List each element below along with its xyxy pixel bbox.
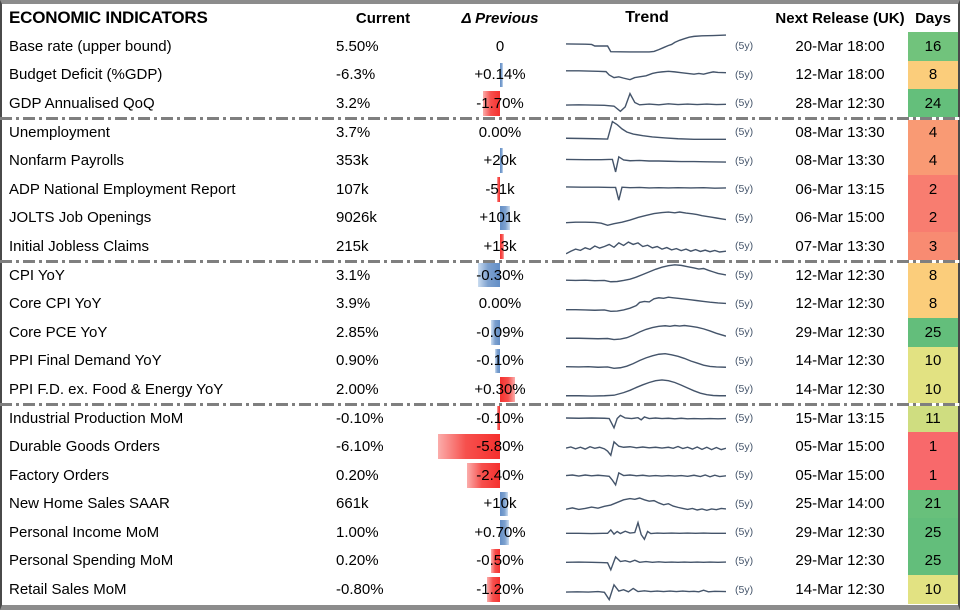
trend-sparkline-icon	[566, 405, 726, 431]
trend-cell[interactable]	[562, 490, 732, 519]
trend-sparkline-icon	[566, 491, 726, 517]
current-value-cell[interactable]: 107k	[336, 180, 369, 198]
trend-sparkline-icon	[566, 262, 726, 288]
delta-value: -0.09%	[476, 323, 524, 341]
delta-value: +10k	[483, 495, 517, 513]
trend-cell[interactable]	[562, 146, 732, 175]
current-value-cell[interactable]: 0.90%	[336, 352, 379, 370]
trend-sparkline-icon	[566, 148, 726, 174]
trend-period-label: (5y)	[735, 211, 754, 224]
delta-previous-cell[interactable]	[438, 61, 562, 90]
delta-value: 0.00%	[478, 295, 522, 313]
days-cell[interactable]: 1	[908, 432, 958, 461]
trend-cell[interactable]	[562, 261, 732, 290]
header-spacer	[732, 4, 772, 32]
delta-previous-cell[interactable]	[438, 289, 562, 318]
days-cell[interactable]: 16	[908, 32, 958, 61]
current-value-cell[interactable]: 0.20%	[336, 466, 379, 484]
delta-previous-cell[interactable]	[438, 518, 562, 547]
days-cell[interactable]: 10	[908, 375, 958, 404]
indicator-name-cell[interactable]: Industrial Production MoM	[9, 409, 184, 427]
trend-cell[interactable]	[562, 89, 732, 118]
indicator-name-cell[interactable]: Factory Orders	[9, 466, 110, 484]
trend-period-label: (5y)	[735, 40, 754, 53]
indicator-name-cell[interactable]: Nonfarm Payrolls	[9, 152, 125, 170]
trend-cell[interactable]	[562, 432, 732, 461]
trend-period-label: (5y)	[735, 97, 754, 110]
indicator-row	[2, 375, 958, 404]
next-release-cell[interactable]: 15-Mar 13:15	[795, 409, 885, 427]
delta-previous-cell[interactable]	[438, 404, 562, 433]
trend-period-label: (5y)	[735, 497, 754, 510]
trend-sparkline-icon	[566, 291, 726, 317]
trend-period-label: (5y)	[735, 297, 754, 310]
delta-previous-cell[interactable]	[438, 32, 562, 61]
days-cell[interactable]: 10	[908, 347, 958, 376]
trend-period-label: (5y)	[735, 269, 754, 282]
days-cell[interactable]: 25	[908, 318, 958, 347]
delta-value: +0.30%	[474, 380, 526, 398]
trend-cell[interactable]	[562, 61, 732, 90]
delta-previous-cell[interactable]	[438, 490, 562, 519]
indicator-name-cell[interactable]: Retail Sales MoM	[9, 581, 127, 599]
indicator-row	[2, 547, 958, 576]
trend-cell[interactable]	[562, 518, 732, 547]
indicator-row	[2, 175, 958, 204]
next-release-cell[interactable]: 14-Mar 12:30	[795, 380, 885, 398]
trend-cell[interactable]	[562, 118, 732, 147]
delta-value: +0.14%	[474, 66, 526, 84]
next-release-cell[interactable]: 05-Mar 15:00	[795, 438, 885, 456]
delta-previous-cell[interactable]	[438, 89, 562, 118]
indicator-name-cell[interactable]: Core CPI YoY	[9, 295, 102, 313]
indicator-row	[2, 518, 958, 547]
indicator-name-cell[interactable]: Personal Spending MoM	[9, 552, 174, 570]
indicator-row	[2, 318, 958, 347]
trend-sparkline-icon	[566, 348, 726, 374]
indicator-row	[2, 118, 958, 147]
delta-value: +0.70%	[474, 523, 526, 541]
indicator-name-cell[interactable]: ADP National Employment Report	[9, 180, 236, 198]
delta-previous-cell[interactable]	[438, 547, 562, 576]
indicator-name-cell[interactable]: New Home Sales SAAR	[9, 495, 170, 513]
current-value-cell[interactable]: -6.10%	[336, 438, 384, 456]
delta-value: 0.00%	[478, 123, 522, 141]
current-value-cell[interactable]: -0.80%	[336, 581, 384, 599]
trend-cell[interactable]	[562, 461, 732, 490]
next-release-cell[interactable]: 20-Mar 18:00	[795, 37, 885, 55]
current-value-cell[interactable]: 3.9%	[336, 295, 371, 313]
delta-value: -0.30%	[476, 266, 524, 284]
delta-value: -0.10%	[476, 409, 524, 427]
trend-period-label: (5y)	[735, 240, 754, 253]
delta-value: +101k	[479, 209, 521, 227]
table-body	[2, 32, 958, 604]
trend-period-label: (5y)	[735, 469, 754, 482]
delta-previous-cell[interactable]	[438, 146, 562, 175]
header-delta-previous[interactable]: Δ Previous	[461, 9, 539, 27]
delta-value: -1.70%	[476, 94, 524, 112]
next-release-cell[interactable]: 12-Mar 18:00	[795, 66, 885, 84]
trend-sparkline-icon	[566, 62, 726, 88]
trend-sparkline-icon	[566, 434, 726, 460]
indicator-name-cell[interactable]: Initial Jobless Claims	[9, 237, 150, 255]
indicator-name-cell[interactable]: Core PCE YoY	[9, 323, 108, 341]
indicator-row	[2, 490, 958, 519]
indicator-name-cell[interactable]: Durable Goods Orders	[9, 438, 160, 456]
next-release-cell[interactable]: 14-Mar 12:30	[795, 581, 885, 599]
trend-period-label: (5y)	[735, 126, 754, 139]
header-economic-indicators[interactable]: ECONOMIC INDICATORS	[9, 8, 208, 27]
days-cell[interactable]: 8	[908, 61, 958, 90]
indicator-row	[2, 404, 958, 433]
next-release-cell[interactable]: 06-Mar 15:00	[795, 209, 885, 227]
current-value-cell[interactable]: 9026k	[336, 209, 377, 227]
delta-previous-cell[interactable]	[438, 204, 562, 233]
indicator-name-cell[interactable]: Base rate (upper bound)	[9, 37, 172, 55]
days-cell[interactable]: 8	[908, 261, 958, 290]
trend-cell[interactable]	[562, 547, 732, 576]
next-release-cell[interactable]: 08-Mar 13:30	[795, 152, 885, 170]
table-header-row	[2, 4, 958, 32]
delta-value: -1.20%	[476, 581, 524, 599]
delta-value: +13k	[483, 237, 517, 255]
trend-sparkline-icon	[566, 119, 726, 145]
days-cell[interactable]: 21	[908, 490, 958, 519]
indicator-name-cell[interactable]: PPI Final Demand YoY	[9, 352, 162, 370]
trend-period-label: (5y)	[735, 183, 754, 196]
trend-cell[interactable]	[562, 347, 732, 376]
header-current[interactable]: Current	[355, 9, 411, 27]
indicator-row	[2, 432, 958, 461]
trend-sparkline-icon	[566, 33, 726, 59]
delta-previous-cell[interactable]	[438, 261, 562, 290]
next-release-cell[interactable]: 05-Mar 15:00	[795, 466, 885, 484]
current-value-cell[interactable]: 3.2%	[336, 94, 371, 112]
current-value-cell[interactable]: 2.85%	[336, 323, 379, 341]
next-release-cell[interactable]: 12-Mar 12:30	[795, 295, 885, 313]
days-cell[interactable]: 3	[908, 232, 958, 261]
next-release-cell[interactable]: 06-Mar 13:15	[795, 180, 885, 198]
trend-period-label: (5y)	[735, 383, 754, 396]
days-cell[interactable]: 2	[908, 175, 958, 204]
days-cell[interactable]: 4	[908, 118, 958, 147]
next-release-cell[interactable]: 29-Mar 12:30	[795, 323, 885, 341]
next-release-cell[interactable]: 29-Mar 12:30	[795, 552, 885, 570]
delta-previous-cell[interactable]	[438, 232, 562, 261]
days-cell[interactable]: 24	[908, 89, 958, 118]
delta-previous-cell[interactable]	[438, 432, 562, 461]
trend-sparkline-icon	[566, 205, 726, 231]
delta-value: 0	[495, 37, 505, 55]
days-cell[interactable]: 25	[908, 547, 958, 576]
indicator-row	[2, 232, 958, 261]
delta-previous-cell[interactable]	[438, 375, 562, 404]
indicator-row	[2, 32, 958, 61]
trend-cell[interactable]	[562, 32, 732, 61]
trend-cell[interactable]	[562, 575, 732, 604]
indicator-row	[2, 204, 958, 233]
trend-cell[interactable]	[562, 289, 732, 318]
next-release-cell[interactable]: 07-Mar 13:30	[795, 237, 885, 255]
indicator-name-cell[interactable]: CPI YoY	[9, 266, 65, 284]
next-release-cell[interactable]: 08-Mar 13:30	[795, 123, 885, 141]
current-value-cell[interactable]: -0.10%	[336, 409, 384, 427]
indicator-row	[2, 146, 958, 175]
trend-sparkline-icon	[566, 376, 726, 402]
indicator-name-cell[interactable]: Budget Deficit (%GDP)	[9, 66, 163, 84]
trend-cell[interactable]	[562, 175, 732, 204]
indicator-row	[2, 261, 958, 290]
trend-period-label: (5y)	[735, 326, 754, 339]
delta-value: -0.50%	[476, 552, 524, 570]
delta-value: -51k	[485, 180, 515, 198]
header-next-release[interactable]: Next Release (UK)	[775, 9, 905, 27]
current-value-cell[interactable]: 661k	[336, 495, 369, 513]
days-cell[interactable]: 8	[908, 289, 958, 318]
trend-cell[interactable]	[562, 318, 732, 347]
trend-sparkline-icon	[566, 90, 726, 116]
trend-cell[interactable]	[562, 232, 732, 261]
days-cell[interactable]: 25	[908, 518, 958, 547]
current-value-cell[interactable]: 5.50%	[336, 37, 379, 55]
delta-previous-cell[interactable]	[438, 575, 562, 604]
trend-period-label: (5y)	[735, 412, 754, 425]
delta-previous-cell[interactable]	[438, 175, 562, 204]
trend-sparkline-icon	[566, 462, 726, 488]
indicator-row	[2, 89, 958, 118]
next-release-cell[interactable]: 14-Mar 12:30	[795, 352, 885, 370]
indicator-row	[2, 347, 958, 376]
delta-previous-cell[interactable]	[438, 461, 562, 490]
trend-cell[interactable]	[562, 204, 732, 233]
delta-value: +20k	[483, 152, 517, 170]
header-trend[interactable]: Trend	[625, 9, 669, 26]
indicator-row	[2, 289, 958, 318]
trend-sparkline-icon	[566, 233, 726, 259]
delta-previous-cell[interactable]	[438, 118, 562, 147]
next-release-cell[interactable]: 12-Mar 12:30	[795, 266, 885, 284]
indicator-row	[2, 575, 958, 604]
current-value-cell[interactable]: 3.1%	[336, 266, 371, 284]
next-release-cell[interactable]: 29-Mar 12:30	[795, 523, 885, 541]
delta-value: -5.80%	[476, 438, 524, 456]
trend-sparkline-icon	[566, 519, 726, 545]
delta-value: -2.40%	[476, 466, 524, 484]
trend-period-label: (5y)	[735, 583, 754, 596]
header-days[interactable]: Days	[915, 9, 951, 27]
indicator-row	[2, 61, 958, 90]
delta-previous-cell[interactable]	[438, 318, 562, 347]
indicator-name-cell[interactable]: Personal Income MoM	[9, 523, 160, 541]
indicator-name-cell[interactable]: PPI F.D. ex. Food & Energy YoY	[9, 380, 224, 398]
current-value-cell[interactable]: 353k	[336, 152, 369, 170]
current-value-cell[interactable]: 215k	[336, 237, 369, 255]
delta-value: -0.10%	[476, 352, 524, 370]
current-value-cell[interactable]: 2.00%	[336, 380, 379, 398]
trend-period-label: (5y)	[735, 554, 754, 567]
days-cell[interactable]: 10	[908, 575, 958, 604]
days-cell[interactable]: 11	[908, 404, 958, 433]
indicator-name-cell[interactable]: Unemployment	[9, 123, 110, 141]
current-value-cell[interactable]: 0.20%	[336, 552, 379, 570]
trend-cell[interactable]	[562, 375, 732, 404]
trend-sparkline-icon	[566, 319, 726, 345]
trend-period-label: (5y)	[735, 440, 754, 453]
next-release-cell[interactable]: 28-Mar 12:30	[795, 94, 885, 112]
trend-cell[interactable]	[562, 404, 732, 433]
days-cell[interactable]: 2	[908, 204, 958, 233]
next-release-cell[interactable]: 25-Mar 14:00	[795, 495, 885, 513]
trend-sparkline-icon	[566, 176, 726, 202]
current-value-cell[interactable]: -6.3%	[336, 66, 376, 84]
trend-period-label: (5y)	[735, 68, 754, 81]
current-value-cell[interactable]: 1.00%	[336, 523, 379, 541]
delta-previous-cell[interactable]	[438, 347, 562, 376]
indicator-name-cell[interactable]: JOLTS Job Openings	[9, 209, 152, 227]
trend-period-label: (5y)	[735, 154, 754, 167]
trend-sparkline-icon	[566, 548, 726, 574]
indicator-name-cell[interactable]: GDP Annualised QoQ	[9, 94, 155, 112]
current-value-cell[interactable]: 3.7%	[336, 123, 371, 141]
indicator-row	[2, 461, 958, 490]
days-cell[interactable]: 4	[908, 146, 958, 175]
trend-period-label: (5y)	[735, 526, 754, 539]
trend-sparkline-icon	[566, 577, 726, 603]
trend-period-label: (5y)	[735, 354, 754, 367]
days-cell[interactable]: 1	[908, 461, 958, 490]
